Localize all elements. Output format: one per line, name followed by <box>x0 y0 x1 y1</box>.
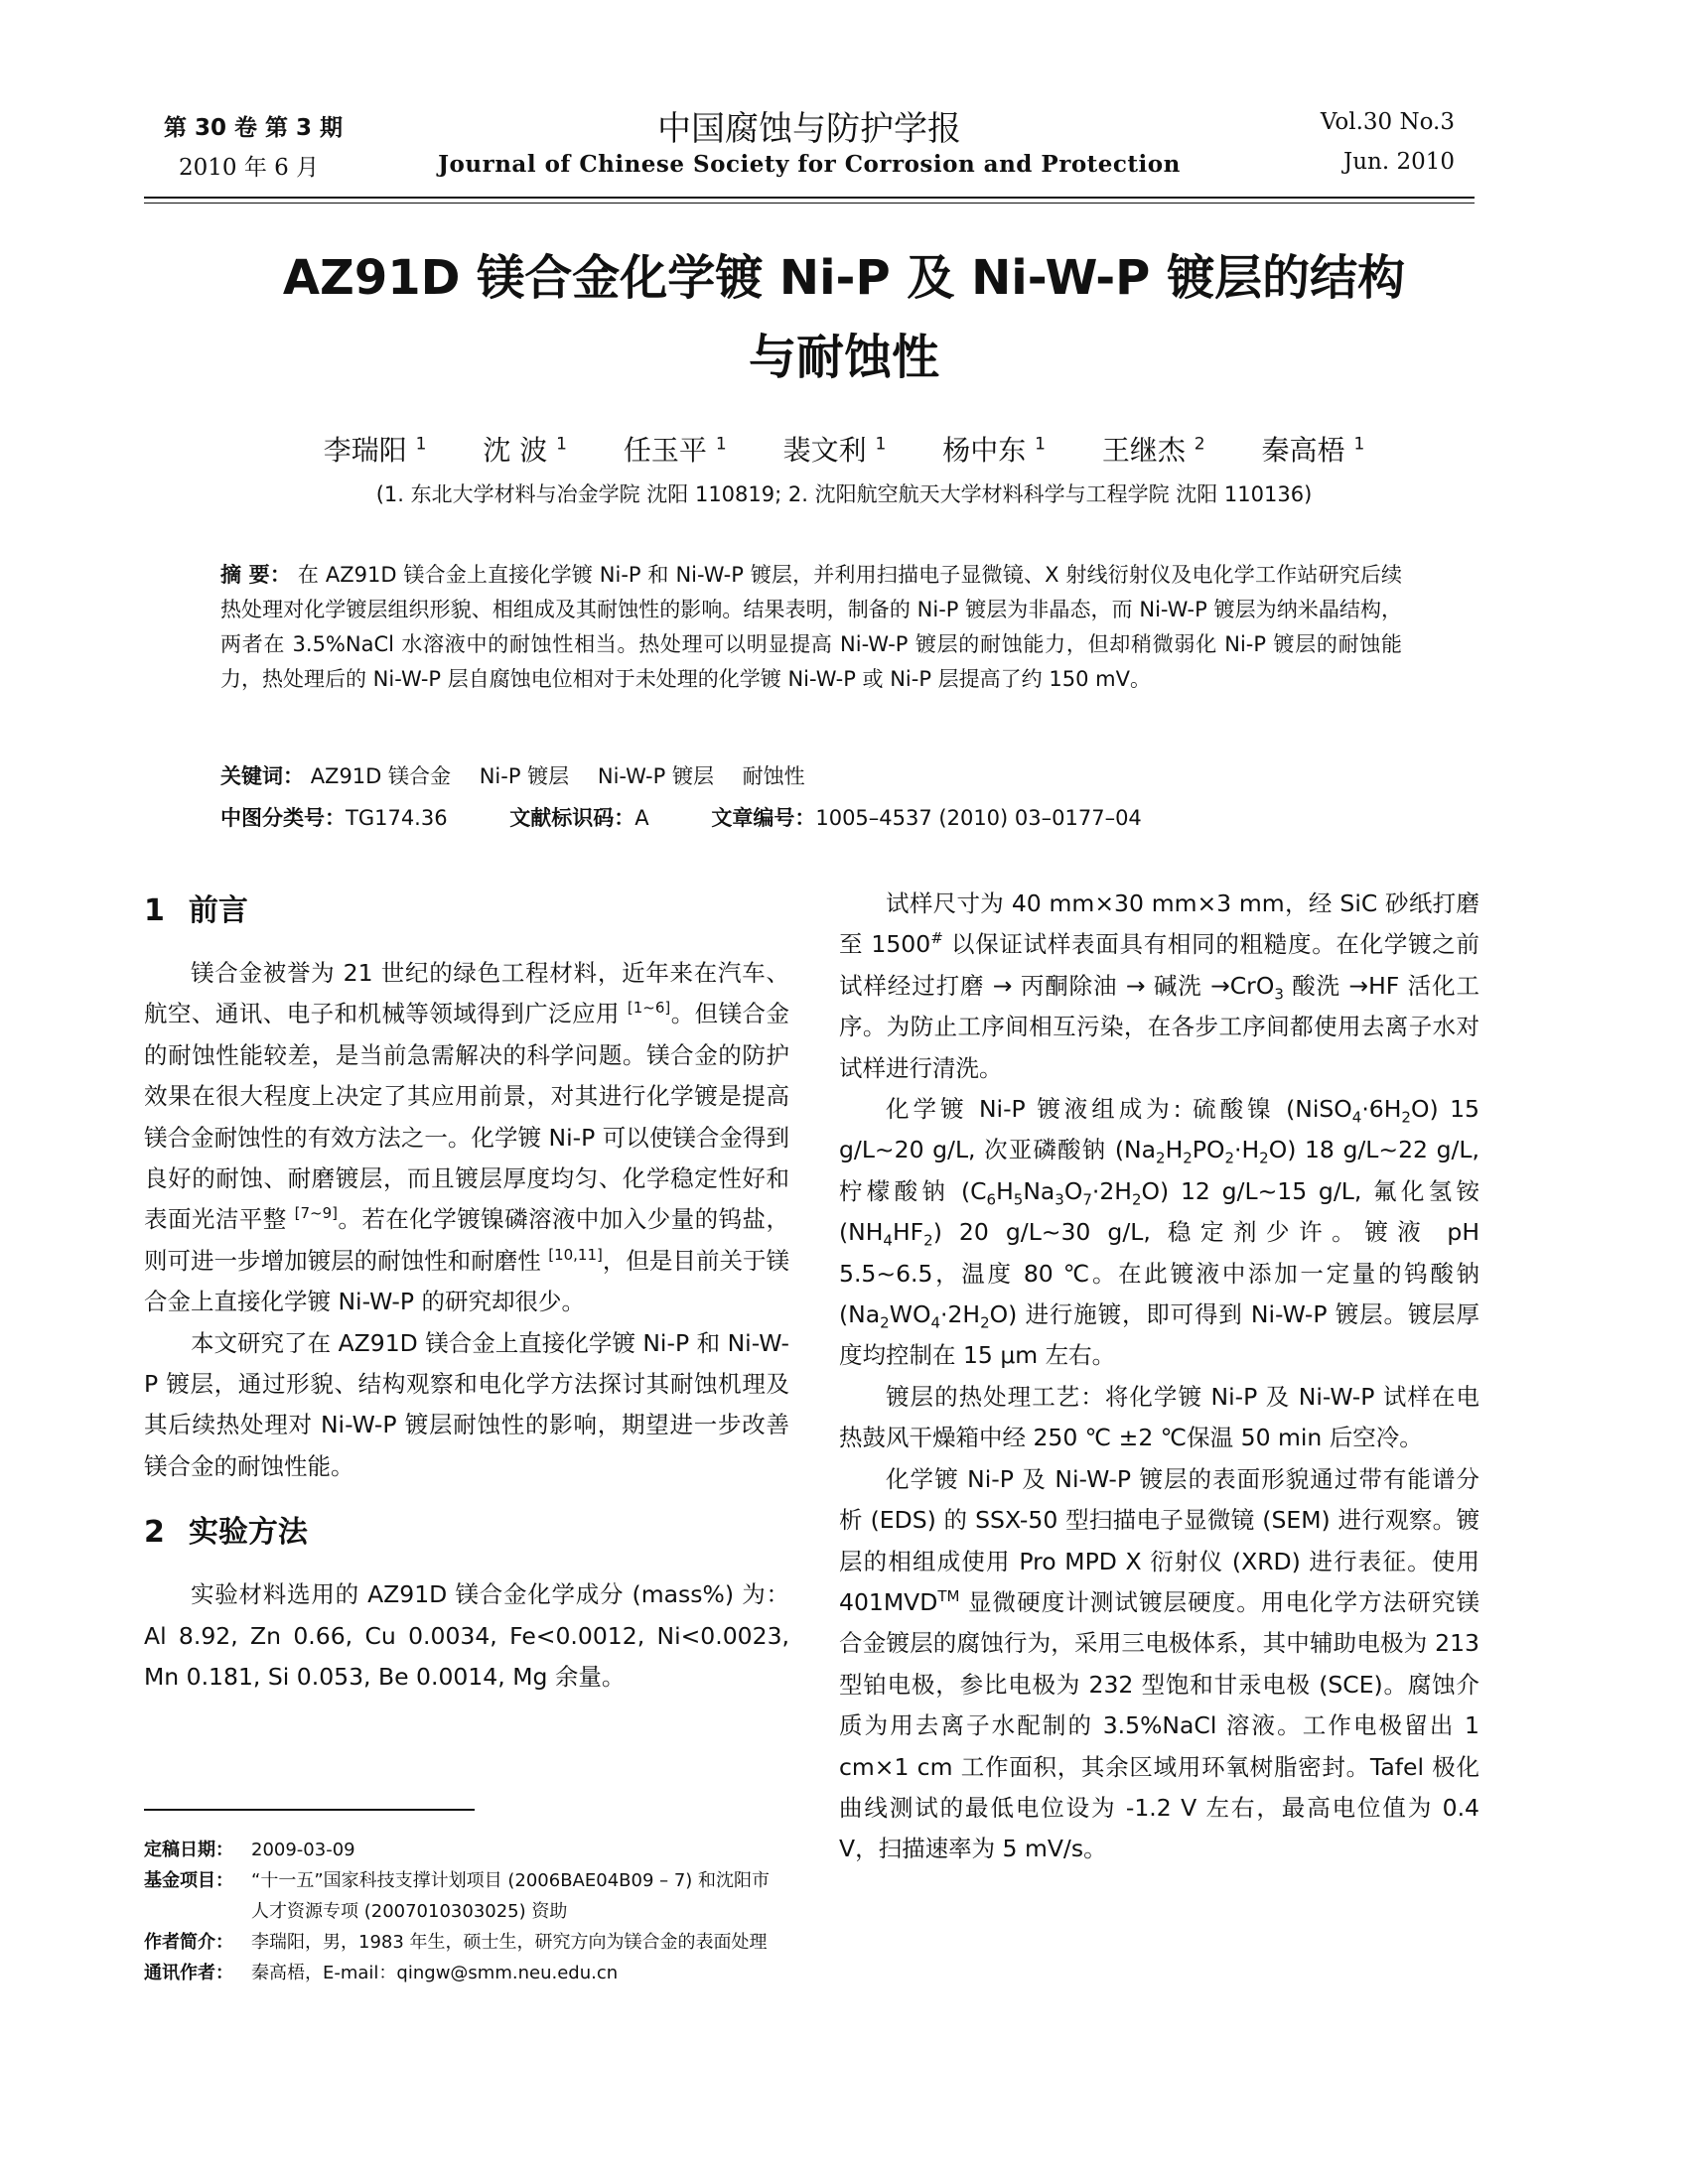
subscript: 2 <box>1156 1150 1166 1168</box>
text-run: 酸洗 →HF 活化工序。为防止工序间相互污染，在各步工序间都使用去离子水对试样进行清洗。 <box>839 971 1479 1082</box>
journal-name-en: Journal of Chinese Society for Corrosion and Protection <box>438 151 1181 178</box>
text-run: 化学镀 Ni-P 及 Ni-W-P 镀层的表面形貌通过带有能谱分析 (EDS) 的 SSX-50 型扫描电子显微镜 (SEM) 进行观察。镀层的相组成使用 Pro MPD X 衍射仪 (XRD) 进行表征。使用 401MVD <box>839 1464 1479 1616</box>
footnote-text: 2009-03-09 <box>251 1840 355 1860</box>
author-affiliation-mark: 1 <box>1353 434 1365 455</box>
abstract-label: 摘 要： <box>220 563 292 587</box>
text-run: 镁合金被誉为 21 世纪的绿色工程材料，近年来在汽车、航空、通讯、电子和机械等领域得到广泛应用 <box>144 959 789 1028</box>
citation: [1~6] <box>627 999 671 1018</box>
header-rule-thick <box>144 197 1475 199</box>
article-label: 文章编号： <box>711 806 816 830</box>
keywords-label: 关键词： <box>220 764 304 788</box>
keyword: 耐蚀性 <box>742 764 805 788</box>
text-run: ·6H <box>1361 1095 1402 1124</box>
article-number <box>711 806 1141 830</box>
section-number: 2 <box>144 1515 165 1551</box>
affiliations: (1. 东北大学材料与冶金学院 沈阳 110819; 2. 沈阳航空航天大学材料科学与工程学院 沈阳 110136) <box>375 482 1313 506</box>
paper-title <box>129 238 1559 397</box>
method-paragraph-1: 实验材料选用的 AZ91D 镁合金化学成分 (mass%) 为：Al 8.92, Zn 0.66, Cu 0.0034, Fe<0.0012, Ni<0.0023, Mn 0.181, Si 0.053, Be 0.0014, Mg 余量。 <box>144 1580 789 1692</box>
text-run: 。但镁合金的耐蚀性能较差，是当前急需解决的科学问题。镁合金的防护效果在很大程度上决定了其应用前景，对其进行化学镀是提高镁合金耐蚀性的有效方法之一。化学镀 Ni-P 可以使镁合金得到良好的耐蚀、耐磨镀层，而且镀层厚度均匀、化学稳定性好和表面光洁平整 <box>144 1000 789 1234</box>
author <box>1102 434 1205 467</box>
subscript: 5 <box>1013 1190 1024 1209</box>
title-line-2: 与耐蚀性 <box>748 330 939 385</box>
abstract-text: 在 AZ91D 镁合金上直接化学镀 Ni-P 和 Ni-W-P 镀层，并利用扫描电子显微镜、X 射线衍射仪及电化学工作站研究后续热处理对化学镀层组织形貌、相组成及其耐蚀性的影响。结果表明，制备的 Ni-P 镀层为非晶态，而 Ni-W-P 镀层为纳米晶结构，两者在 3.5%NaCl 水溶液中的耐蚀性相当。热处理可以明显提高 Ni-W-P 镀层的耐蚀能力，但却稍微弱化 Ni-P 镀层的耐蚀能力，热处理后的 Ni-W-P 层自腐蚀电位相对于未处理的化学镀 Ni-W-P 或 Ni-P 层提高了约 150 mV。 <box>220 563 1403 691</box>
footnotes <box>144 1835 779 1988</box>
intro-paragraph-1 <box>144 953 789 1323</box>
footnote-row <box>144 1865 779 1927</box>
footnote-row <box>144 1927 779 1958</box>
text-run: 化学镀 Ni-P 镀液组成为: 硫酸镍 (NiSO <box>886 1095 1352 1124</box>
author-affiliation-mark: 1 <box>415 434 427 455</box>
subscript: 2 <box>880 1313 890 1332</box>
text-run: ，但是目前关于镁合金上直接化学镀 Ni-W-P 的研究却很少。 <box>144 1246 789 1316</box>
publication-date-en: Jun. 2010 <box>1342 149 1455 175</box>
method-paragraph-2 <box>839 884 1479 1089</box>
author-affiliation-mark: 1 <box>875 434 887 455</box>
section-number: 1 <box>144 893 165 928</box>
footnote-text: 李瑞阳，男，1983 年生，硕士生，研究方向为镁合金的表面处理 <box>251 1932 768 1953</box>
subscript: 4 <box>883 1231 893 1250</box>
keyword: AZ91D 镁合金 <box>310 764 452 788</box>
title-line-1: AZ91D 镁合金化学镀 Ni-P 及 Ni-W-P 镀层的结构 <box>282 250 1406 306</box>
abstract <box>220 558 1402 697</box>
footnote-label: 定稿日期： <box>144 1840 233 1860</box>
section-heading-1 <box>144 887 789 935</box>
footnote-text: “十一五”国家科技支撑计划项目 (2006BAE04B09 – 7) 和沈阳市人才资源专项 (2007010303025) 资助 <box>251 1870 771 1922</box>
subscript: 3 <box>1055 1190 1064 1209</box>
subscript: 2 <box>1401 1108 1411 1127</box>
text-run: O <box>1063 1176 1083 1205</box>
text-run: 以保证试样表面具有相同的粗糙度。在化学镀之前试样经过打磨 → 丙酮除油 → 碱洗 →CrO <box>839 930 1479 1000</box>
method-paragraph-3 <box>839 1089 1479 1377</box>
left-column <box>144 884 789 1699</box>
footnote-label: 基金项目： <box>144 1870 233 1891</box>
clc-value: TG174.36 <box>346 806 448 830</box>
section-title: 前言 <box>188 893 248 928</box>
subscript: 2 <box>1183 1150 1193 1168</box>
text-run: ·2H <box>1091 1176 1132 1205</box>
text-run: H <box>996 1176 1014 1205</box>
section-heading-2 <box>144 1509 789 1557</box>
author <box>783 434 887 467</box>
footnote-row <box>144 1958 779 1988</box>
keywords <box>220 760 1402 790</box>
text-run: WO <box>889 1300 931 1329</box>
author <box>942 434 1046 467</box>
text-run: O) 12 g/L~15 g/L, 氟化氢铵 (NH <box>839 1176 1479 1247</box>
section-title: 实验方法 <box>188 1515 308 1551</box>
method-paragraph-5 <box>839 1459 1479 1870</box>
subscript: 4 <box>1351 1108 1362 1127</box>
subscript: 2 <box>923 1231 933 1250</box>
journal-name-cn: 中国腐蚀与防护学报 <box>657 109 961 149</box>
method-paragraph-4: 镀层的热处理工艺：将化学镀 Ni-P 及 Ni-W-P 试样在电热鼓风干燥箱中经 250 ℃ ±2 ℃保温 50 min 后空冷。 <box>839 1382 1479 1452</box>
subscript: 3 <box>1274 985 1284 1004</box>
superscript: # <box>930 929 943 948</box>
subscript: 4 <box>930 1313 940 1332</box>
author-name: 李瑞阳 <box>323 434 407 467</box>
footnote-label: 通讯作者： <box>144 1963 233 1983</box>
keyword: Ni-P 镀层 <box>479 764 570 788</box>
keyword: Ni-W-P 镀层 <box>597 764 714 788</box>
author-affiliation-mark: 1 <box>1035 434 1046 455</box>
author-name: 秦高梧 <box>1261 434 1345 467</box>
text-run: ·H <box>1234 1136 1260 1164</box>
footnote-text: 秦高梧，E-mail：qingw@smm.neu.edu.cn <box>251 1963 619 1983</box>
author-name: 杨中东 <box>942 434 1027 467</box>
author <box>624 434 727 467</box>
subscript: 6 <box>986 1190 997 1209</box>
text-run: H <box>1165 1136 1184 1164</box>
footnote-row <box>144 1835 779 1865</box>
author-name: 任玉平 <box>623 434 707 467</box>
author-list <box>149 429 1539 469</box>
volume-issue-en: Vol.30 No.3 <box>1320 109 1455 135</box>
text-run: 试样尺寸为 40 mm×30 mm×3 mm，经 SiC 砂纸打磨至 1500 <box>839 889 1479 959</box>
volume-issue: 第 30 卷 第 3 期 <box>164 115 344 141</box>
clc-number <box>220 806 448 830</box>
running-header <box>144 99 1475 199</box>
text-run: O) 15 g/L~20 g/L, 次亚磷酸钠 (Na <box>839 1095 1479 1164</box>
author-name: 王继杰 <box>1101 434 1186 467</box>
header-rule-thin <box>144 203 1475 204</box>
intro-paragraph-2: 本文研究了在 AZ91D 镁合金上直接化学镀 Ni-P 和 Ni-W-P 镀层，通过形貌、结构观察和电化学方法探讨其耐蚀机理及其后续热处理对 Ni-W-P 镀层耐蚀性的影响，期望进一步改善镁合金的耐蚀性能。 <box>144 1328 789 1480</box>
text-run: ) 20 g/L~30 g/L, 稳定剂少许。镀液 pH 5.5~6.5，温度 80 ℃。在此镀液中添加一定量的钨酸钠 (Na <box>839 1218 1479 1329</box>
subscript: 2 <box>1131 1190 1142 1209</box>
citation: [7~9] <box>294 1204 338 1223</box>
publication-date: 2010 年 6 月 <box>179 155 320 181</box>
author <box>324 434 427 467</box>
text-run: PO <box>1192 1136 1225 1164</box>
author-name: 沈 波 <box>483 434 548 467</box>
footnote-label: 作者简介： <box>144 1932 233 1953</box>
author-affiliation-mark: 2 <box>1194 434 1205 455</box>
text-run: O) 进行施镀，即可得到 Ni-W-P 镀层。镀层厚度均控制在 15 μm 左右。 <box>839 1300 1479 1370</box>
article-value: 1005–4537 (2010) 03–0177–04 <box>815 806 1142 830</box>
text-run: HF <box>892 1218 924 1247</box>
author-name: 裴文利 <box>782 434 867 467</box>
clc-label: 中图分类号： <box>220 806 346 830</box>
document-code <box>509 806 648 830</box>
footnote-rule <box>144 1809 475 1811</box>
text-run: ·2H <box>939 1300 981 1329</box>
author-affiliation-mark: 1 <box>556 434 567 455</box>
author <box>483 434 567 467</box>
text-run: O) 18 g/L~22 g/L, 柠檬酸钠 (C <box>839 1136 1479 1205</box>
author-affiliation-mark: 1 <box>715 434 727 455</box>
doc-label: 文献标识码： <box>509 806 635 830</box>
subscript: 7 <box>1082 1190 1092 1209</box>
text-run: 。若在化学镀镍磷溶液中加入少量的钨盐，则可进一步增加镀层的耐蚀性和耐磨性 <box>144 1205 790 1275</box>
doc-value: A <box>634 806 649 830</box>
classification-row <box>220 802 1402 832</box>
subscript: 2 <box>1224 1150 1234 1168</box>
author <box>1262 434 1365 467</box>
text-run: Na <box>1023 1176 1055 1205</box>
citation: [10,11] <box>548 1246 603 1265</box>
right-column <box>839 884 1479 1870</box>
text-run: 显微硬度计测试镀层硬度。用电化学方法研究镁合金镀层的腐蚀行为，采用三电极体系，其中辅助电极为 213 型铂电极，参比电极为 232 型饱和甘汞电极 (SCE)。腐蚀介质为用去离子水配制的 3.5%NaCl 溶液。工作电极留出 1 cm×1 cm 工作面积，其余区域用环氧树脂密封。Tafel 极化曲线测试的最低电位设为 -1.2 V 左右，最高电位值为 0.4 V，扫描速率为 5 mV/s。 <box>839 1587 1479 1863</box>
subscript: 2 <box>1259 1150 1269 1168</box>
subscript: 2 <box>980 1313 990 1332</box>
superscript: TM <box>937 1587 960 1606</box>
